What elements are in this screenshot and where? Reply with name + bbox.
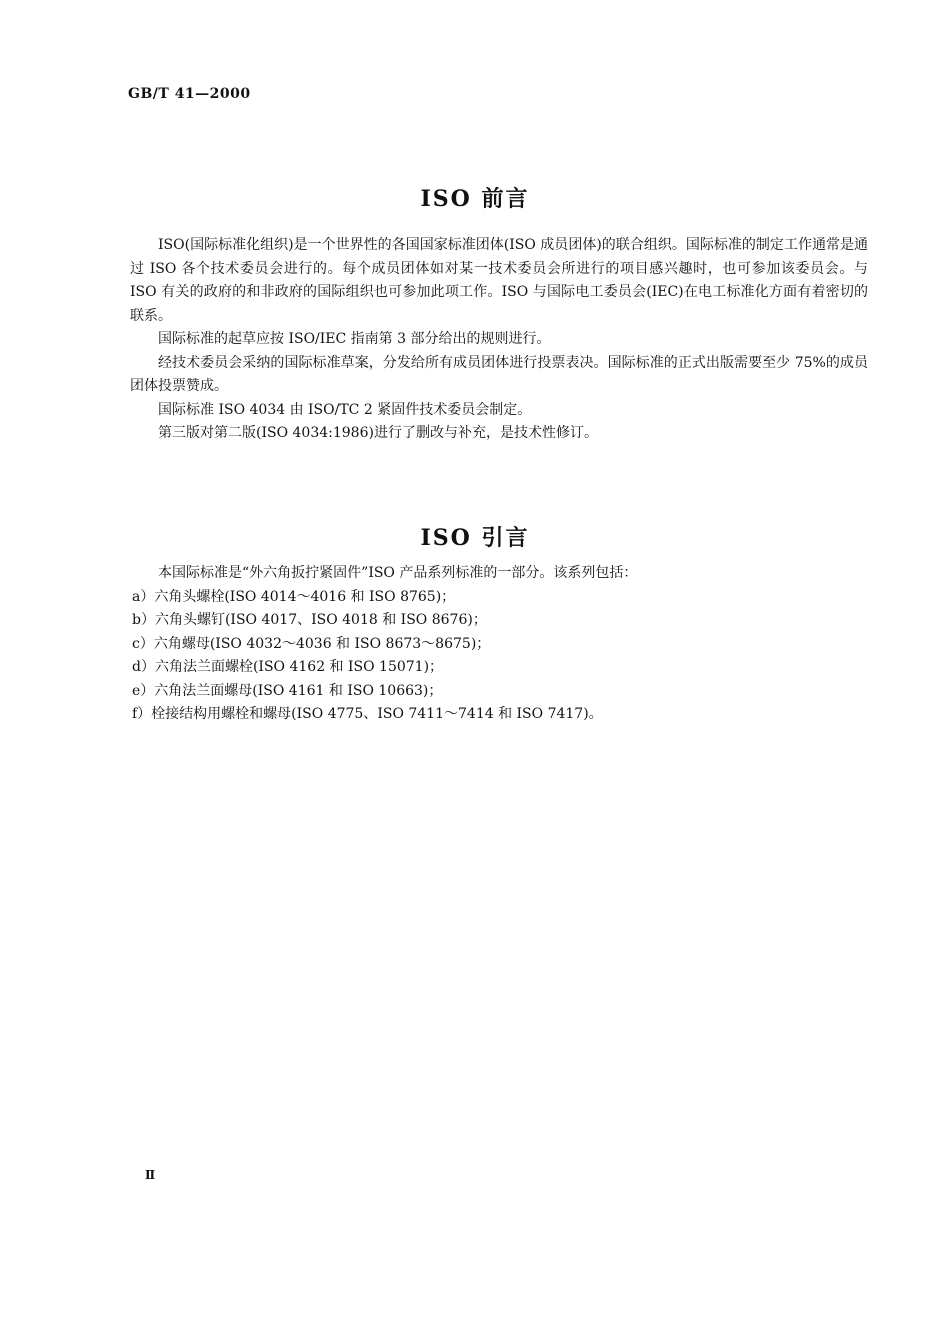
foreword-body — [130, 234, 868, 446]
foreword-title: ISO 前言 — [420, 186, 530, 212]
foreword-paragraph: ISO(国际标准化组织)是一个世界性的各国国家标准团体(ISO 成员团体)的联合组织。国际标准的制定工作通常是通过 ISO 各个技术委员会进行的。每个成员团体如对某一技术委员会所进行的项目感兴趣时，也可参加该委员会。与 ISO 有关的政府的和非政府的国际组织也可参加此项工作。ISO 与国际电工委员会(IEC)在电工标准化方面有着密切的联系。 — [130, 237, 868, 324]
list-item: c）六角螺母(ISO 4032～4036 和 ISO 8673～8675)； — [132, 635, 491, 652]
page-number: Ⅱ — [145, 1168, 156, 1182]
introduction-body — [130, 562, 868, 727]
foreword-paragraph: 国际标准 ISO 4034 由 ISO/TC 2 紧固件技术委员会制定。 — [158, 401, 532, 418]
introduction-lead: 本国际标准是“外六角扳拧紧固件”ISO 产品系列标准的一部分。该系列包括： — [158, 565, 638, 581]
list-item: e）六角法兰面螺母(ISO 4161 和 ISO 10663)； — [132, 682, 443, 699]
list-item: a）六角头螺栓(ISO 4014～4016 和 ISO 8765)； — [132, 588, 456, 605]
foreword-paragraph: 第三版对第二版(ISO 4034:1986)进行了删改与补充，是技术性修订。 — [158, 425, 598, 441]
list-item: b）六角头螺钉(ISO 4017、ISO 4018 和 ISO 8676)； — [132, 612, 487, 628]
foreword-paragraph: 经技术委员会采纳的国际标准草案，分发给所有成员团体进行投票表决。国际标准的正式出版需要至少 75%的成员团体投票赞成。 — [130, 354, 868, 394]
foreword-paragraph: 国际标准的起草应按 ISO/IEC 指南第 3 部分给出的规则进行。 — [158, 331, 551, 347]
standard-code: GB/T 41—2000 — [128, 86, 251, 102]
list-item: d）六角法兰面螺栓(ISO 4162 和 ISO 15071)； — [132, 659, 444, 675]
introduction-title: ISO 引言 — [420, 525, 530, 551]
list-item: f）栓接结构用螺栓和螺母(ISO 4775、ISO 7411～7414 和 ISO 7417)。 — [132, 706, 603, 722]
